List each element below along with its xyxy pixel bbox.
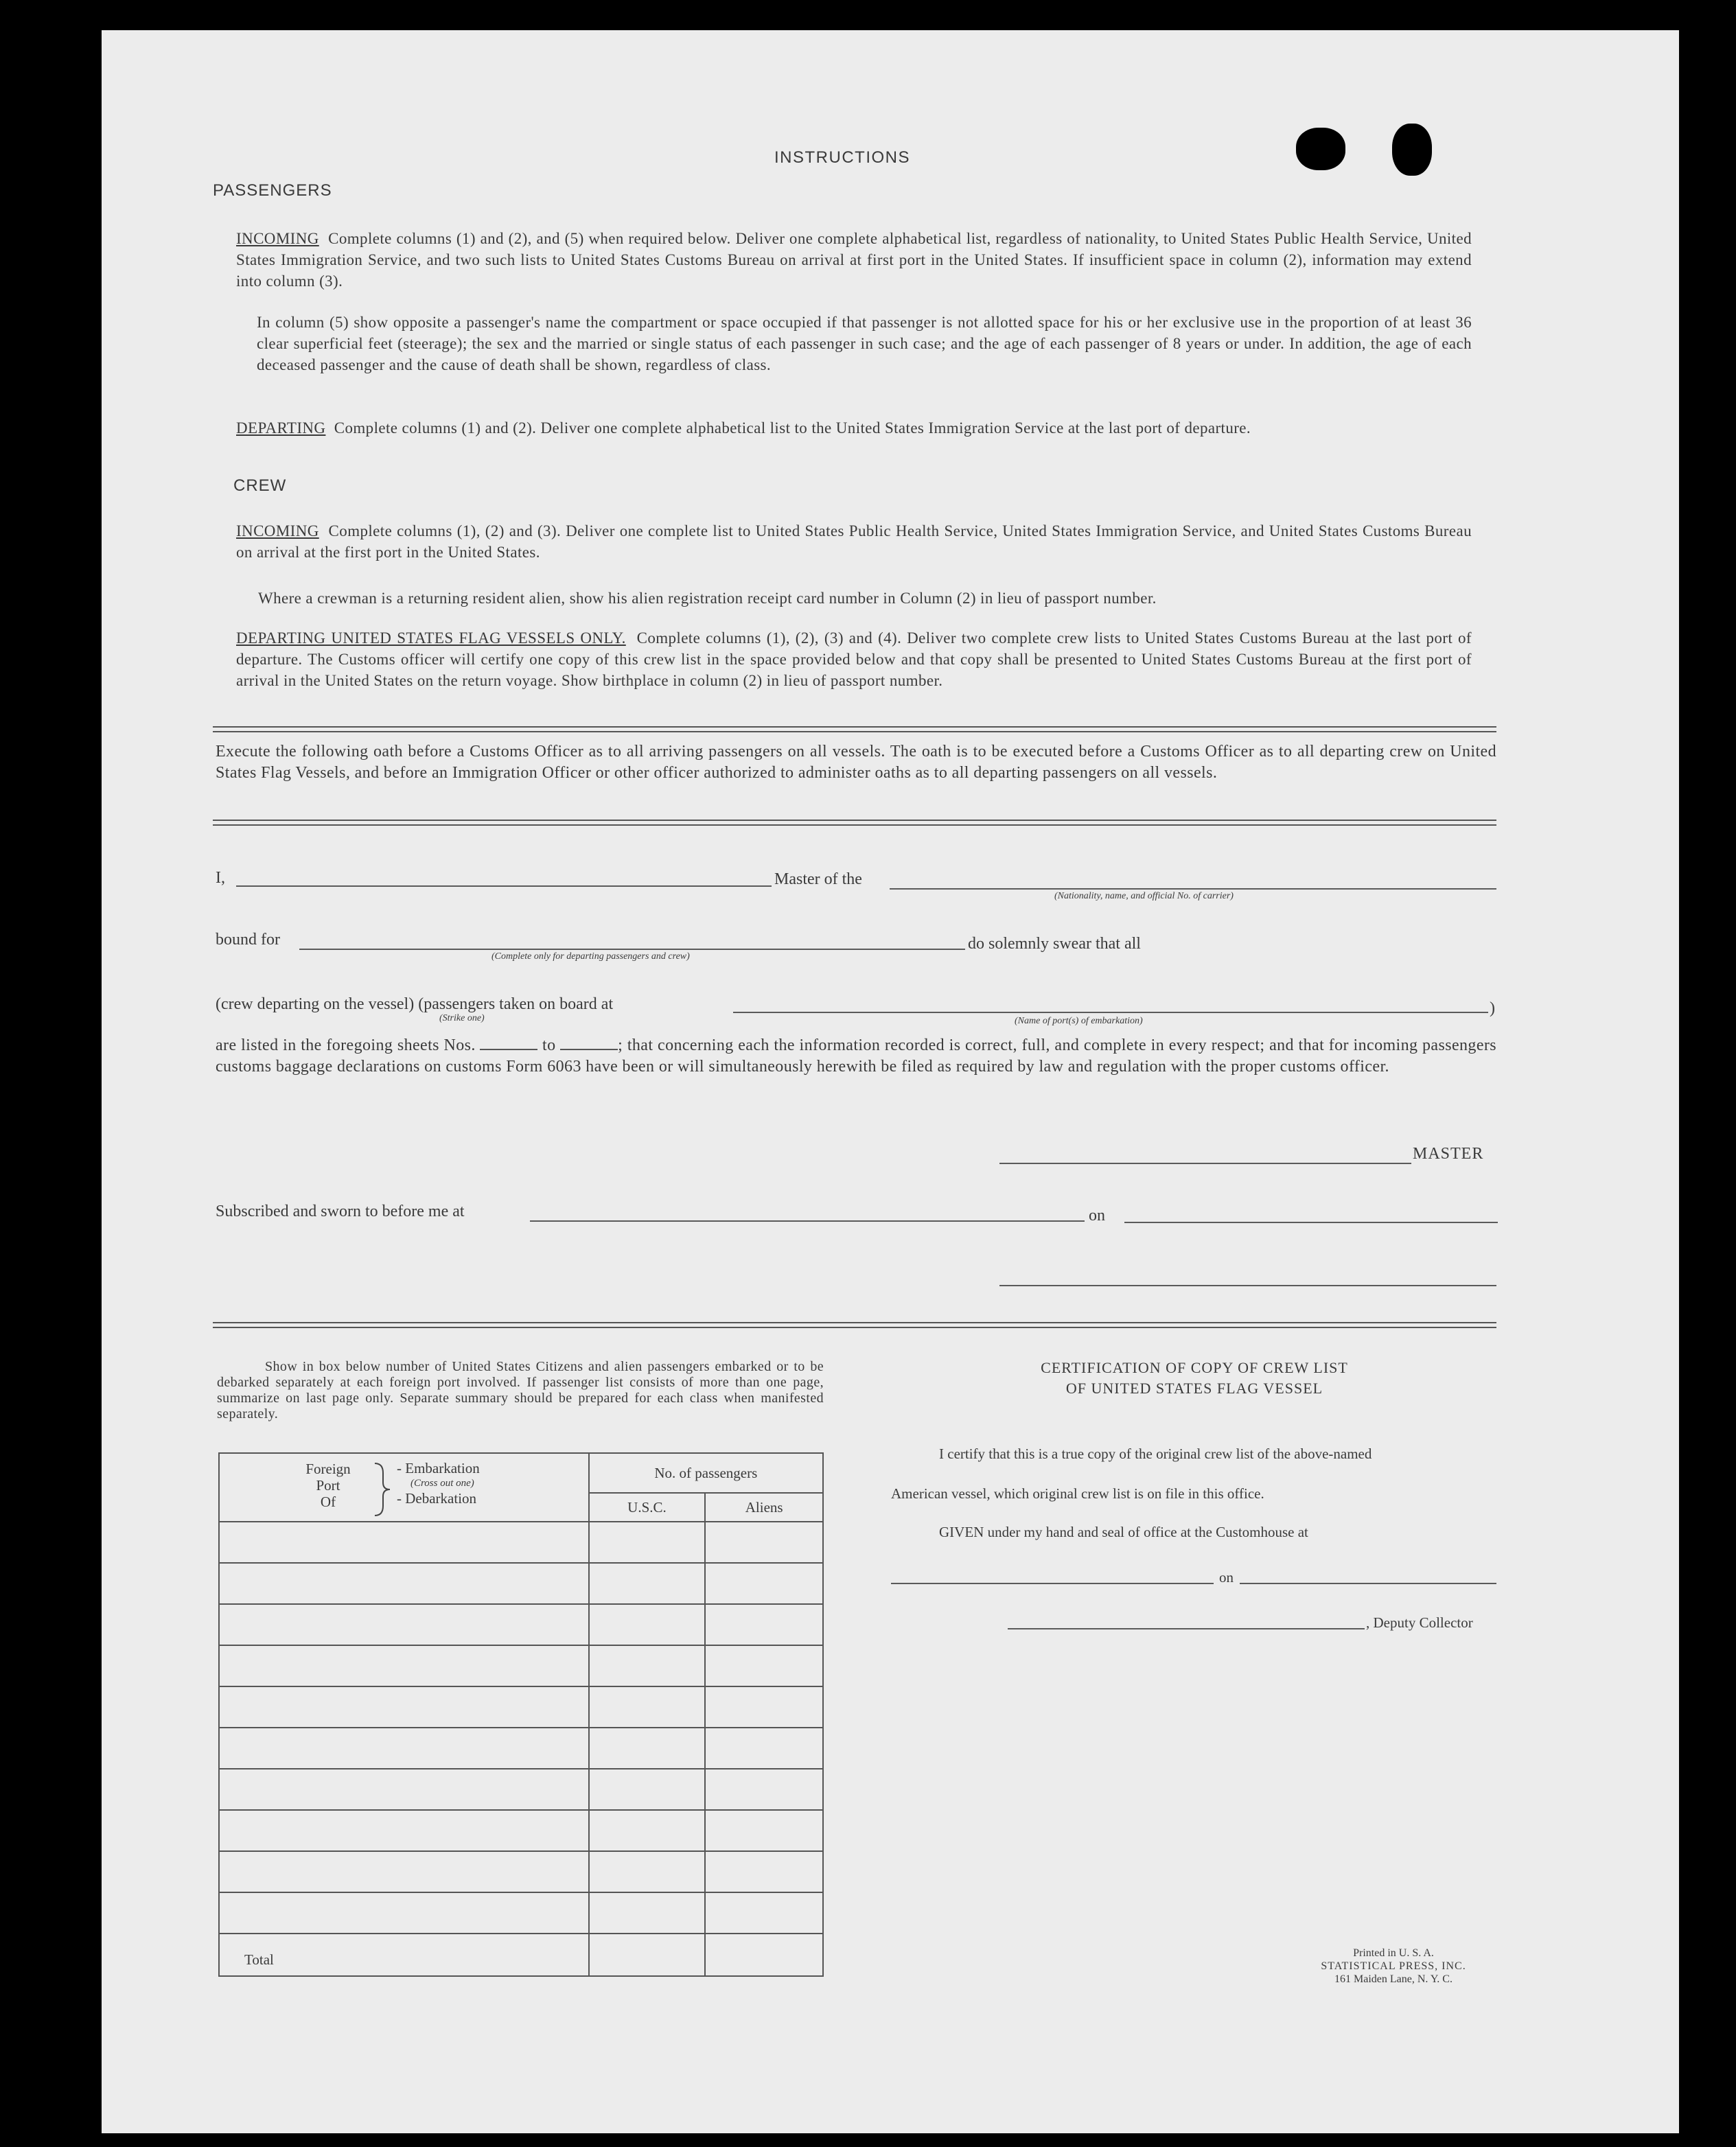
table-row [219, 1563, 823, 1604]
cross-out-caption: (Cross out one) [410, 1478, 474, 1489]
sheet-to-field[interactable] [560, 1049, 618, 1050]
certify-line1: I certify that this is a true copy of the original crew list of the above-named [939, 1446, 1372, 1462]
passenger-incoming-paragraph [236, 228, 1472, 292]
total-label: Total [219, 1934, 589, 1976]
crew-incoming-text: Complete columns (1), (2) and (3). Deliver one complete list to United States Public Health Service, United States Immigration Service, and United States Customs Bureau on arrival at the first port in the United States. [236, 522, 1472, 561]
port-cell[interactable] [219, 1851, 589, 1892]
printer-line3: 161 Maiden Lane, N. Y. C. [1334, 1973, 1453, 1985]
certification-title [892, 1358, 1496, 1399]
bound-for-label: bound for [216, 931, 280, 949]
crew-departing-label: DEPARTING UNITED STATES FLAG VESSELS ONLY. [236, 629, 626, 647]
usc-cell[interactable] [589, 1604, 706, 1645]
table-row [219, 1769, 823, 1810]
ink-blot [1392, 124, 1432, 176]
port-cell[interactable] [219, 1728, 589, 1769]
master-label: MASTER [1413, 1145, 1484, 1163]
foreign-port-header [219, 1453, 589, 1522]
listed-to-label: to [542, 1036, 556, 1054]
aliens-cell[interactable] [705, 1522, 823, 1563]
certify-line2: American vessel, which original crew list is on file in this office. [891, 1485, 1264, 1502]
master-of-the-label: Master of the [774, 870, 862, 888]
crew-departing-paragraph [236, 627, 1472, 691]
passengers-heading: PASSENGERS [213, 181, 332, 200]
aliens-cell[interactable] [705, 1892, 823, 1934]
close-paren: ) [1490, 999, 1495, 1017]
usc-cell[interactable] [589, 1522, 706, 1563]
usc-cell[interactable] [589, 1810, 706, 1851]
passenger-departing-label: DEPARTING [236, 419, 326, 437]
aliens-cell[interactable] [705, 1563, 823, 1604]
aliens-cell[interactable] [705, 1728, 823, 1769]
bound-for-field[interactable] [299, 949, 965, 950]
passenger-incoming-label: INCOMING [236, 230, 319, 247]
printer-line1: Printed in U. S. A. [1353, 1947, 1434, 1959]
usc-cell[interactable] [589, 1645, 706, 1686]
printer-imprint [1270, 1947, 1517, 1986]
section-divider [213, 820, 1496, 826]
summary-instructions: Show in box below number of United States Citizens and alien passengers embarked or to be debarked separately at each foreign port involved. If passenger list consists of more than one page, summarize on last page only. Separate summary should be prepared for each class when manifested separately. [217, 1359, 824, 1421]
port-cell[interactable] [219, 1604, 589, 1645]
printer-line2: STATISTICAL PRESS, INC. [1321, 1960, 1466, 1972]
sworn-date-field[interactable] [1124, 1222, 1498, 1223]
certification-title-line2: OF UNITED STATES FLAG VESSEL [1065, 1380, 1323, 1397]
passenger-summary-table [218, 1452, 824, 1977]
debarkation-label: - Debarkation [397, 1490, 477, 1507]
table-row [219, 1851, 823, 1892]
crew-incoming-paragraph [236, 520, 1472, 563]
total-aliens-cell[interactable] [705, 1934, 823, 1976]
usc-cell[interactable] [589, 1686, 706, 1728]
aliens-cell[interactable] [705, 1645, 823, 1686]
table-row [219, 1604, 823, 1645]
aliens-header: Aliens [705, 1493, 823, 1522]
ports-field[interactable] [733, 1012, 1488, 1013]
strike-one-caption: (Strike one) [439, 1013, 485, 1023]
master-signature-field[interactable] [999, 1163, 1411, 1164]
sworn-place-field[interactable] [530, 1220, 1085, 1222]
section-divider [213, 726, 1496, 732]
given-line: GIVEN under my hand and seal of office at the Customhouse at [939, 1524, 1308, 1540]
listed-text-a: are listed in the foregoing sheets Nos. [216, 1036, 476, 1054]
port-cell[interactable] [219, 1563, 589, 1604]
aliens-cell[interactable] [705, 1769, 823, 1810]
usc-cell[interactable] [589, 1563, 706, 1604]
table-row [219, 1686, 823, 1728]
foreign-label: Foreign [305, 1461, 351, 1477]
cert-date-field[interactable] [1240, 1583, 1496, 1584]
crew-resident-paragraph: Where a crewman is a returning resident alien, show his alien registration receipt card number in Column (2) in lieu of passport number. [258, 590, 1157, 607]
usc-cell[interactable] [589, 1769, 706, 1810]
aliens-cell[interactable] [705, 1604, 823, 1645]
crew-heading: CREW [233, 476, 287, 495]
ports-caption: (Name of port(s) of embarkation) [1015, 1016, 1143, 1026]
brace-icon [372, 1462, 391, 1517]
total-row [219, 1934, 823, 1976]
aliens-cell[interactable] [705, 1810, 823, 1851]
usc-cell[interactable] [589, 1728, 706, 1769]
oath-i-label: I, [216, 869, 225, 887]
crew-incoming-label: INCOMING [236, 522, 319, 539]
subscribed-label: Subscribed and sworn to before me at [216, 1203, 465, 1220]
port-label: Port [316, 1477, 340, 1494]
crew-departing-label: (crew departing on the vessel) (passengers taken on board at [216, 995, 614, 1013]
table-row [219, 1810, 823, 1851]
instructions-title: INSTRUCTIONS [774, 148, 910, 167]
port-cell[interactable] [219, 1769, 589, 1810]
table-row [219, 1892, 823, 1934]
table-row [219, 1728, 823, 1769]
sworn-on-label: on [1089, 1207, 1105, 1225]
crew-departing-text: Complete columns (1), (2), (3) and (4). Deliver two complete crew lists to United States Customs Bureau at the last port of departure. The Customs officer will certify one copy of this crew list in the space provided below and that copy shall be presented to United States Customs Bureau at the first port of arrival in the United States on the return voyage. Show birthplace in column (2) in lieu of passport number. [236, 629, 1472, 689]
officer-signature-field[interactable] [999, 1285, 1496, 1286]
port-cell[interactable] [219, 1892, 589, 1934]
table-row [219, 1522, 823, 1563]
passenger-column5-paragraph: In column (5) show opposite a passenger's name the compartment or space occupied if that passenger is not allotted space for his or her exclusive use in the proportion of at least 36 clear superficial feet (steerage); the sex and the married or single status of each passenger in such case; and the age of each passenger of 8 years or under. In addition, the age of each deceased passenger and the cause of death shall be shown, regardless of class. [257, 314, 1472, 373]
of-label: Of [320, 1494, 336, 1510]
embarkation-label: - Embarkation [397, 1460, 480, 1476]
usc-cell[interactable] [589, 1851, 706, 1892]
sheet-from-field[interactable] [480, 1049, 537, 1050]
port-cell[interactable] [219, 1522, 589, 1563]
section-divider [213, 1322, 1496, 1328]
usc-cell[interactable] [589, 1892, 706, 1934]
passenger-departing-paragraph [236, 417, 1472, 439]
oath-intro: Execute the following oath before a Customs Officer as to all arriving passengers on all vessels. The oath is to be executed before a Customs Officer as to all departing crew on United States Flag Vessels, and before an Immigration Officer or other officer authorized to administer oaths as to all departing passengers on all vessels. [216, 743, 1496, 782]
customhouse-field[interactable] [891, 1583, 1214, 1584]
nationality-caption: (Nationality, name, and official No. of carrier) [1054, 891, 1234, 901]
complete-only-caption: (Complete only for departing passengers and crew) [491, 951, 690, 962]
passenger-departing-text: Complete columns (1) and (2). Deliver one complete alphabetical list to the United States Immigration Service at the last port of departure. [334, 419, 1251, 437]
certification-title-line1: CERTIFICATION OF COPY OF CREW LIST [1041, 1359, 1348, 1376]
port-cell[interactable] [219, 1686, 589, 1728]
listed-text-b: ; that concerning each the information recorded is correct, full, and complete in every respect; and that for incoming passengers customs baggage declarations on customs Form 6063 have been or will simultaneously herewith be filed as required by law and regulation with the proper customs officer. [216, 1036, 1496, 1076]
aliens-cell[interactable] [705, 1686, 823, 1728]
master-name-field[interactable] [236, 885, 772, 887]
do-solemnly-label: do solemnly swear that all [968, 935, 1141, 953]
listed-paragraph [216, 1035, 1496, 1078]
no-of-passengers-header: No. of passengers [589, 1453, 823, 1493]
deputy-signature-field[interactable] [1008, 1628, 1365, 1629]
port-cell[interactable] [219, 1645, 589, 1686]
usc-header: U.S.C. [589, 1493, 706, 1522]
total-usc-cell[interactable] [589, 1934, 706, 1976]
aliens-cell[interactable] [705, 1851, 823, 1892]
deputy-collector-label: , Deputy Collector [1366, 1614, 1473, 1631]
carrier-field[interactable] [890, 888, 1496, 890]
passenger-incoming-text: Complete columns (1) and (2), and (5) when required below. Deliver one complete alphabetical list, regardless of nationality, to United States Public Health Service, United States Immigration Service, and two such lists to United States Customs Bureau on arrival at first port in the United States. If insufficient space in column (2), information may extend into column (3). [236, 230, 1472, 290]
port-cell[interactable] [219, 1810, 589, 1851]
table-row [219, 1645, 823, 1686]
cert-on-label: on [1219, 1569, 1234, 1586]
ink-blot [1296, 128, 1345, 170]
